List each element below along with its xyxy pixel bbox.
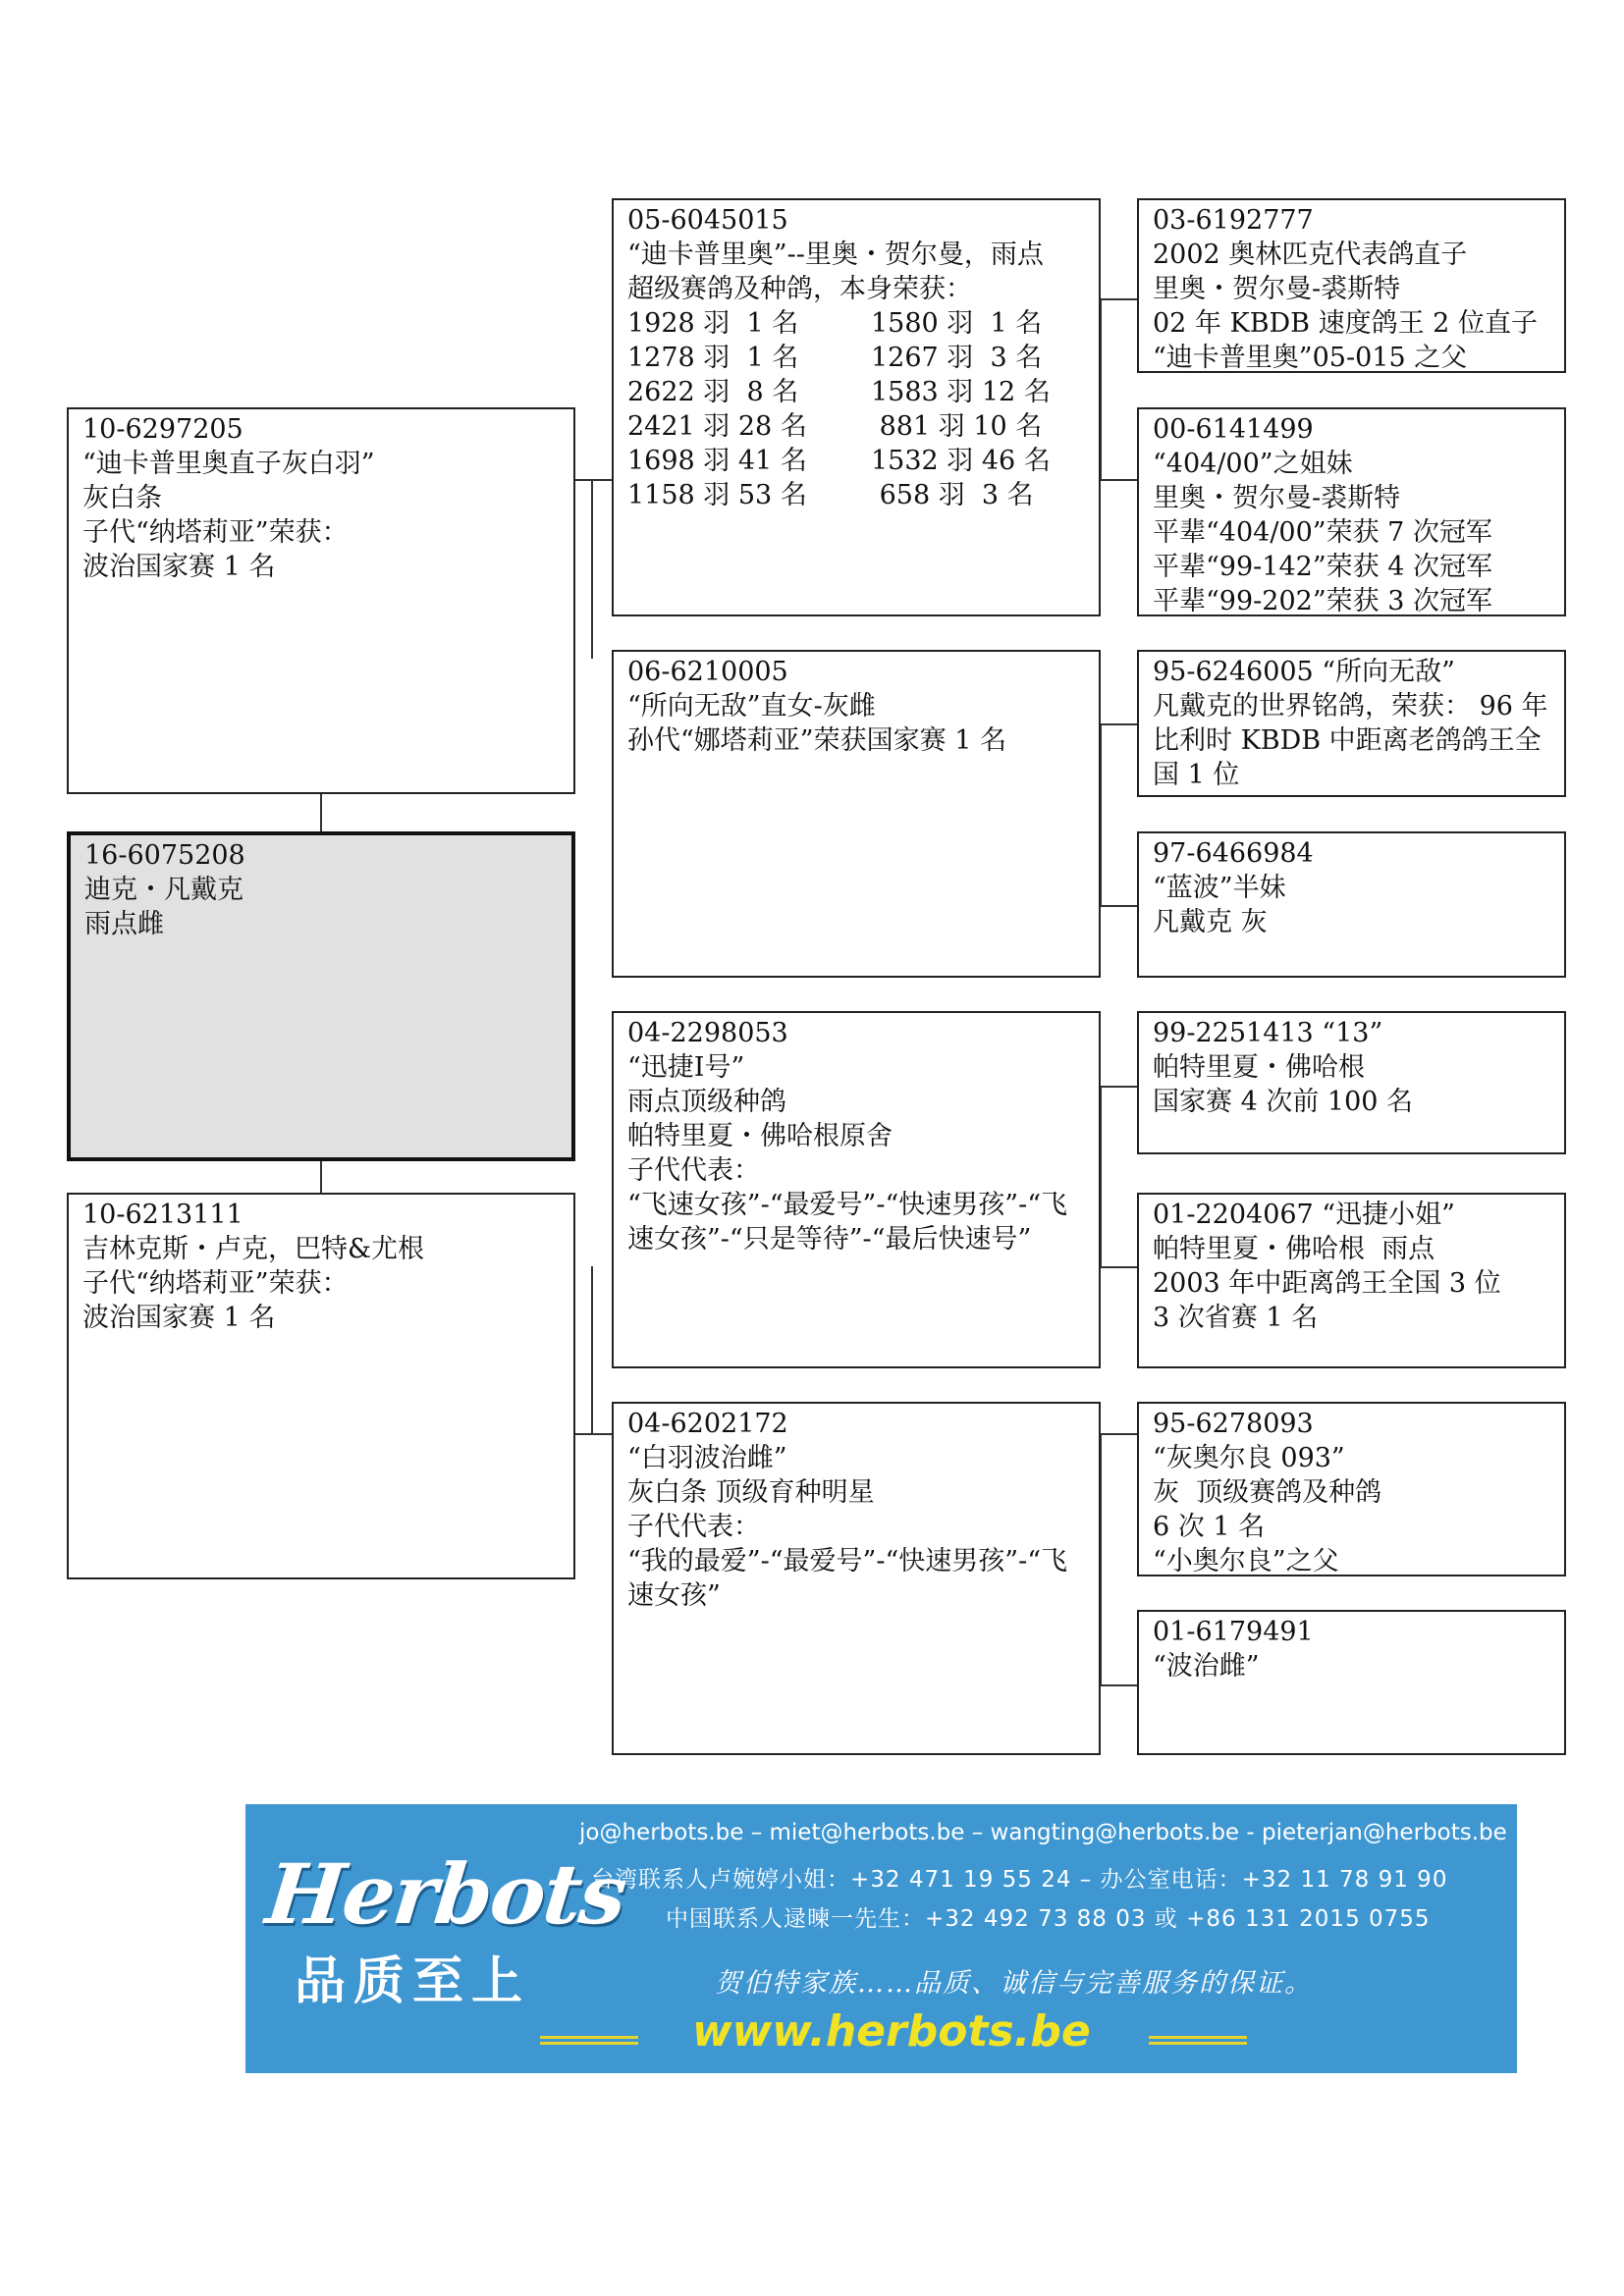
banner-taiwan-contact: 台湾联系人卢婉婷小姐：+32 471 19 55 24 – 办公室电话：+32 11 78 91 90 <box>591 1867 1448 1893</box>
gg8-box <box>1137 1610 1566 1755</box>
pedigree-text-line: “白羽波治雌” <box>627 1443 787 1473</box>
pedigree-text-line: “灰奥尔良 093” <box>1153 1443 1345 1473</box>
ring-number: 10-6297205 <box>82 414 244 445</box>
result-cell: 1158 羽 53 名 <box>627 480 807 510</box>
pedigree-text-line: 6 次 1 名 <box>1153 1512 1266 1542</box>
herbots-logo: Herbots <box>261 1845 630 1943</box>
connector <box>1100 1433 1139 1435</box>
pedigree-text-line: “飞速女孩”-“最爱号”-“快速男孩”-“飞速女孩”-“只是等待”-“最后快速号” <box>627 1190 1067 1255</box>
banner-emails[interactable]: jo@herbots.be – miet@herbots.be – wangting@herbots.be - pieterjan@herbots.be <box>579 1820 1507 1845</box>
ring-number: 95-6278093 <box>1153 1409 1314 1439</box>
ring-number: 04-2298053 <box>627 1018 788 1048</box>
gg3-box <box>1137 650 1566 797</box>
ring-number: 00-6141499 <box>1153 414 1314 445</box>
connector <box>574 479 614 481</box>
pedigree-text-line: 雨点顶级种鸽 <box>627 1087 786 1117</box>
dam-box <box>67 1193 575 1579</box>
decorative-divider <box>1149 2042 1247 2045</box>
pedigree-text-line: 子代“纳塔莉亚”荣获： <box>82 517 349 548</box>
herbots-banner <box>245 1804 1517 2073</box>
pedigree-text-line: 超级赛鸽及种鸽，本身荣获： <box>627 274 972 304</box>
ring-number: 06-6210005 <box>627 657 788 687</box>
decorative-divider <box>540 2042 638 2045</box>
result-cell: 1698 羽 41 名 <box>627 446 807 476</box>
dam-dam-box <box>612 1402 1101 1755</box>
ring-number: 99-2251413 “13” <box>1153 1018 1383 1048</box>
pedigree-text-line: 国家赛 4 次前 100 名 <box>1153 1087 1414 1117</box>
ring-number: 01-6179491 <box>1153 1617 1314 1647</box>
connector <box>591 479 593 659</box>
pedigree-text-line: 凡戴克 灰 <box>1153 907 1268 937</box>
table-row <box>627 306 1051 341</box>
table-row <box>627 444 1051 478</box>
pedigree-text-line: “波治雌” <box>1153 1651 1260 1682</box>
pedigree-text-line: 波治国家赛 1 名 <box>82 1303 276 1333</box>
connector <box>1100 1086 1139 1088</box>
pedigree-text-line: 子代“纳塔莉亚”荣获： <box>82 1268 349 1299</box>
result-cell: 1267 羽 3 名 <box>871 343 1043 373</box>
result-cell: 1532 羽 46 名 <box>871 446 1051 476</box>
decorative-divider <box>540 2036 638 2039</box>
ring-number: 10-6213111 <box>82 1200 244 1230</box>
pedigree-text-line: “小奥尔良”之父 <box>1153 1546 1339 1576</box>
pedigree-text-line: “404/00”之姐妹 <box>1153 449 1353 479</box>
gg1-box <box>1137 198 1566 373</box>
pedigree-text-line: 平辈“99-202”荣获 3 次冠军 <box>1153 586 1492 616</box>
result-cell: 1278 羽 1 名 <box>627 343 799 373</box>
banner-website-link[interactable]: www.herbots.be <box>692 2006 1091 2056</box>
connector <box>1100 905 1139 907</box>
connector <box>1100 1684 1139 1686</box>
connector <box>1100 479 1139 481</box>
result-cell: 2421 羽 28 名 <box>627 411 807 442</box>
pedigree-text-line: 帕特里夏・佛哈根 雨点 <box>1153 1234 1435 1264</box>
pedigree-text-line: 子代代表： <box>627 1155 760 1186</box>
pedigree-text-line: 灰白条 <box>82 483 162 513</box>
pedigree-text-line: 迪克・凡戴克 <box>84 875 244 905</box>
pedigree-text-line: “迅捷Ⅰ号” <box>627 1052 745 1083</box>
gg5-box <box>1137 1011 1566 1154</box>
pedigree-text-line: 雨点雌 <box>84 909 164 939</box>
pedigree-text-line: 帕特里夏・佛哈根 <box>1153 1052 1365 1083</box>
pedigree-text-line: 孙代“娜塔莉亚”荣获国家赛 1 名 <box>627 725 1006 756</box>
connector <box>1100 1266 1139 1268</box>
dam-sire-box <box>612 1011 1101 1368</box>
pedigree-text-line: 2002 奥林匹克代表鸽直子 <box>1153 240 1468 270</box>
pedigree-text-line: 灰白条 顶级育种明星 <box>627 1477 875 1508</box>
ring-number: 95-6246005 “所向无敌” <box>1153 657 1455 687</box>
gg7-box <box>1137 1402 1566 1576</box>
pedigree-text-line: 3 次省赛 1 名 <box>1153 1303 1319 1333</box>
subject-box <box>67 831 575 1161</box>
pedigree-text-line: 02 年 KBDB 速度鸽王 2 位直子 <box>1153 308 1538 339</box>
result-cell: 658 羽 3 名 <box>871 480 1034 510</box>
pedigree-text-line: “我的最爱”-“最爱号”-“快速男孩”-“飞速女孩” <box>627 1546 1067 1611</box>
result-cell: 2622 羽 8 名 <box>627 377 799 407</box>
pedigree-text-line: 灰 顶级赛鸽及种鸽 <box>1153 1477 1382 1508</box>
results-table <box>627 306 1051 512</box>
pedigree-text-line: “迪卡普里奥”--里奥・贺尔曼，雨点 <box>627 240 1044 270</box>
sire-box <box>67 407 575 794</box>
pedigree-text-line: “迪卡普里奥”05-015 之父 <box>1153 343 1468 373</box>
banner-motto: 贺伯特家族……品质、诚信与完善服务的保证。 <box>715 1968 1313 1999</box>
pedigree-text-line: “蓝波”半妹 <box>1153 873 1286 903</box>
ring-number: 04-6202172 <box>627 1409 788 1439</box>
pedigree-text-line: 里奥・贺尔曼-裘斯特 <box>1153 274 1401 304</box>
pedigree-text-line: “所向无敌”直女-灰雌 <box>627 691 876 721</box>
result-cell: 1580 羽 1 名 <box>871 308 1043 339</box>
banner-slogan: 品质至上 <box>295 1952 531 2011</box>
gg4-box <box>1137 831 1566 978</box>
gg6-box <box>1137 1193 1566 1368</box>
pedigree-text-line: 帕特里夏・佛哈根原舍 <box>627 1121 893 1151</box>
result-cell: 1928 羽 1 名 <box>627 308 799 339</box>
result-cell: 1583 羽 12 名 <box>871 377 1051 407</box>
banner-china-contact: 中国联系人逯暕一先生：+32 492 73 88 03 或 +86 131 2015 0755 <box>666 1906 1431 1932</box>
connector <box>320 793 322 832</box>
pedigree-text-line: 平辈“404/00”荣获 7 次冠军 <box>1153 517 1492 548</box>
pedigree-text-line: 平辈“99-142”荣获 4 次冠军 <box>1153 552 1492 582</box>
pedigree-text-line: 凡戴克的世界铭鸽，荣获： 96 年比利时 KBDB 中距离老鸽鸽王全国 1 位 <box>1153 691 1548 790</box>
table-row <box>627 409 1051 444</box>
table-row <box>627 341 1051 375</box>
pedigree-text-line: 吉林克斯・卢克，巴特&尤根 <box>82 1234 425 1264</box>
pedigree-text-line: 波治国家赛 1 名 <box>82 552 276 582</box>
connector <box>320 1161 322 1194</box>
ring-number: 03-6192777 <box>1153 205 1314 236</box>
pedigree-text-line: “迪卡普里奥直子灰白羽” <box>82 449 375 479</box>
pedigree-text-line: 2003 年中距离鸽王全国 3 位 <box>1153 1268 1501 1299</box>
ring-number: 16-6075208 <box>84 840 245 871</box>
sire-dam-box <box>612 650 1101 978</box>
connector <box>574 1433 614 1435</box>
connector <box>1100 298 1139 300</box>
table-row <box>627 478 1051 512</box>
connector <box>1100 723 1139 725</box>
pedigree-text-line: 子代代表： <box>627 1512 760 1542</box>
sire-sire-box <box>612 198 1101 616</box>
result-cell: 881 羽 10 名 <box>871 411 1043 442</box>
connector <box>591 1266 593 1433</box>
decorative-divider <box>1149 2036 1247 2039</box>
gg2-box <box>1137 407 1566 616</box>
ring-number: 97-6466984 <box>1153 838 1314 869</box>
ring-number: 05-6045015 <box>627 205 788 236</box>
ring-number: 01-2204067 “迅捷小姐” <box>1153 1200 1455 1230</box>
pedigree-text-line: 里奥・贺尔曼-裘斯特 <box>1153 483 1401 513</box>
table-row <box>627 375 1051 409</box>
